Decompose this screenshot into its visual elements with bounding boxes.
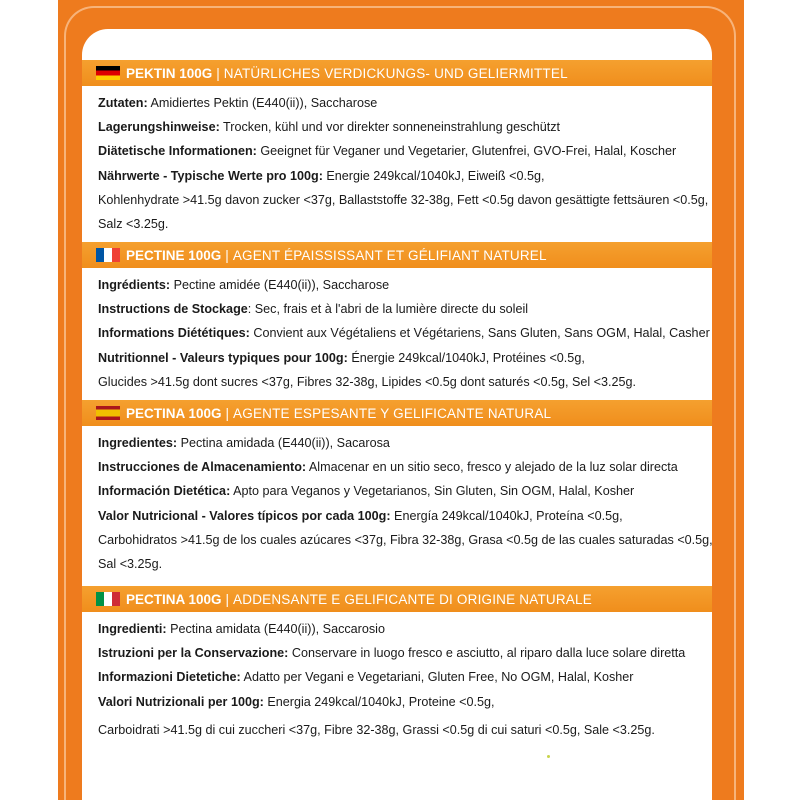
info-line: Lagerungshinweise: Trocken, kühl und vor direkter sonneneinstrahlung geschützt: [98, 120, 560, 135]
info-line: Informations Diététiques: Convient aux Végétaliens et Végétariens, Sans Gluten, Sans OGM, Halal, Casher: [98, 326, 710, 341]
flag-it-icon: [96, 592, 120, 606]
info-line: Valori Nutrizionali per 100g: Energia 249kcal/1040kJ, Proteine <0.5g,: [98, 694, 495, 709]
title-separator: |: [216, 65, 220, 81]
info-line: Ingredientes: Pectina amidada (E440(ii)), Sacarosa: [98, 436, 390, 450]
section-header: [82, 400, 712, 426]
info-line: Istruzioni per la Conservazione: Conservare in luogo fresco e asciutto, al riparo dalla luce solare diretta: [98, 646, 686, 661]
section-header: [82, 586, 712, 612]
section-german: [82, 60, 712, 236]
info-line: Carboidrati >41.5g di cui zuccheri <37g, Fibre 32-38g, Grassi <0.5g di cui saturi <0.5g, Sale <3.25g.: [98, 722, 655, 737]
info-line: Información Dietética: Apto para Veganos y Vegetarianos, Sin Gluten, Sin OGM, Halal, Kosher: [98, 484, 635, 499]
title-separator: |: [225, 405, 230, 421]
section-italian: [82, 586, 712, 742]
info-line: Carbohidratos >41.5g de los cuales azúcares <37g, Fibra 32-38g, Grasa <0.5g de las cuales saturadas <0.5g,: [98, 532, 713, 547]
info-line: Nährwerte - Typische Werte pro 100g: Energie 249kcal/1040kJ, Eiweiß <0.5g,: [98, 168, 545, 183]
flag-de-icon: [96, 66, 120, 80]
info-line: Ingrédients: Pectine amidée (E440(ii)), Saccharose: [98, 278, 390, 292]
section-title: PECTINE 100G: [126, 247, 222, 263]
info-line: Sal <3.25g.: [98, 556, 163, 571]
section-subtitle: NATÜRLICHES VERDICKUNGS- UND GELIERMITTEL: [223, 65, 568, 81]
info-line: Salz <3.25g.: [98, 216, 169, 231]
info-line: Ingredienti: Pectina amidata (E440(ii)), Saccarosio: [98, 622, 385, 636]
info-line: Informazioni Dietetiche: Adatto per Vegani e Vegetariani, Gluten Free, No OGM, Halal, Kosher: [98, 670, 634, 685]
info-line: Diätetische Informationen: Geeignet für Veganer und Vegetarier, Glutenfrei, GVO-Frei, Halal, Koscher: [98, 144, 677, 159]
info-line: Zutaten: Amidiertes Pektin (E440(ii)), Saccharose: [98, 96, 378, 110]
info-line: Kohlenhydrate >41.5g davon zucker <37g, Ballaststoffe 32-38g, Fett <0.5g davon gesättigte fettsäuren <0.5g,: [98, 192, 709, 207]
section-header: [82, 242, 712, 268]
info-line: Instrucciones de Almacenamiento: Almacenar en un sitio seco, fresco y alejado de la luz solar directa: [98, 460, 678, 475]
section-french: [82, 242, 712, 394]
section-subtitle: AGENTE ESPESANTE Y GELIFICANTE NATURAL: [233, 405, 552, 421]
section-spanish: [82, 400, 712, 576]
title-separator: |: [225, 247, 229, 263]
title-separator: |: [225, 591, 230, 607]
section-title: PECTINA 100G: [126, 591, 222, 607]
info-line: Glucides >41.5g dont sucres <37g, Fibres 32-38g, Lipides <0.5g dont saturés <0.5g, Sel <3.25g.: [98, 374, 637, 389]
section-subtitle: AGENT ÉPAISSISSANT ET GÉLIFIANT NATUREL: [232, 247, 547, 263]
info-line: Nutritionnel - Valeurs typiques pour 100g: Énergie 249kcal/1040kJ, Protéines <0.5g,: [98, 350, 585, 365]
section-header: [82, 60, 712, 86]
section-title: PECTINA 100G: [126, 405, 222, 421]
flag-es-icon: [96, 406, 120, 420]
section-title: PEKTIN 100G: [126, 65, 213, 81]
section-subtitle: ADDENSANTE E GELIFICANTE DI ORIGINE NATURALE: [233, 591, 592, 607]
info-line: Instructions de Stockage: Sec, frais et à l'abri de la lumière directe du soleil: [98, 302, 529, 317]
decorative-dot: [547, 755, 550, 758]
flag-fr-icon: [96, 248, 120, 262]
info-line: Valor Nutricional - Valores típicos por cada 100g: Energía 249kcal/1040kJ, Proteína <0.5g,: [98, 508, 623, 523]
